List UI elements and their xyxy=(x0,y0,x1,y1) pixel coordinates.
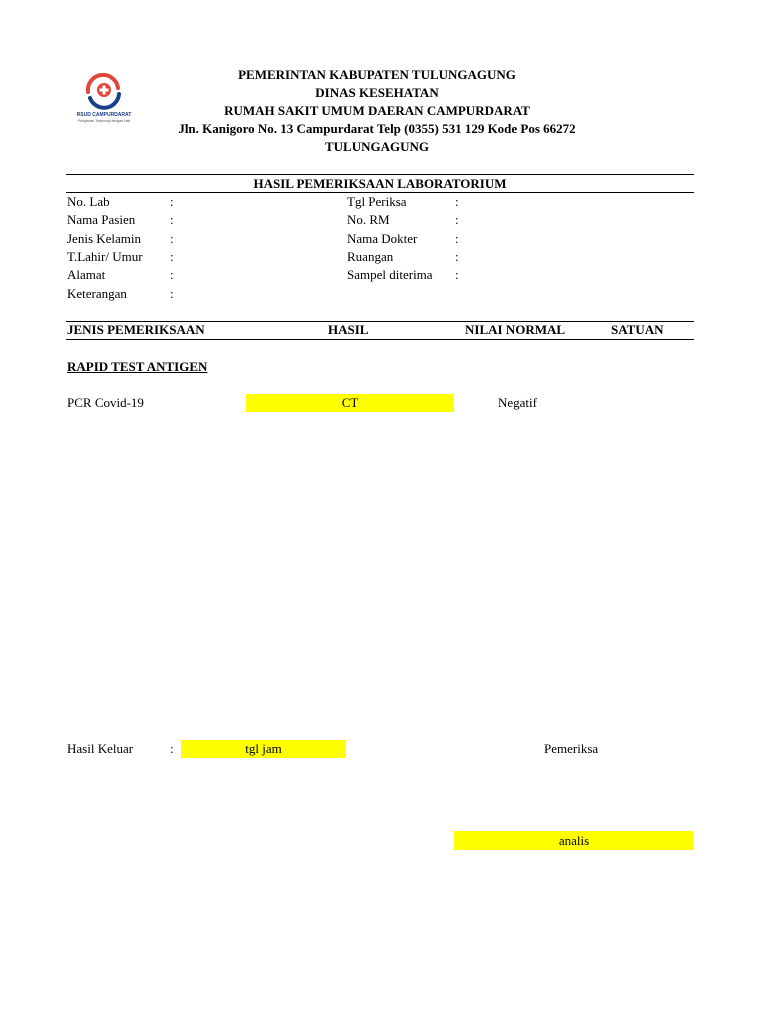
field-sep: : xyxy=(455,267,459,282)
field-sep: : xyxy=(170,212,174,227)
field-label-nama-pasien: Nama Pasien xyxy=(67,212,136,227)
logo-name: RSUD CAMPURDARAT xyxy=(76,112,132,118)
col-header-satuan: SATUAN xyxy=(611,322,664,337)
field-sep: : xyxy=(455,194,459,209)
field-label-no-lab: No. Lab xyxy=(67,194,110,209)
analis-signature: analis xyxy=(454,831,694,850)
header-address: Jln. Kanigoro No. 13 Campurdarat Telp (0355) 531 129 Kode Pos 66272 xyxy=(178,121,576,136)
field-label-jenis-kelamin: Jenis Kelamin xyxy=(67,231,142,246)
header-department: DINAS KESEHATAN xyxy=(315,85,439,100)
field-label-no-rm: No. RM xyxy=(347,212,390,227)
divider-title-bottom xyxy=(66,192,694,193)
field-label-nama-dokter: Nama Dokter xyxy=(347,231,418,246)
field-sep: : xyxy=(455,231,459,246)
col-header-nilai-normal: NILAI NORMAL xyxy=(465,322,566,337)
header-city: TULUNGAGUNG xyxy=(324,139,429,154)
field-sep: : xyxy=(170,249,174,264)
header-hospital: RUMAH SAKIT UMUM DAERAN CAMPURDARAT xyxy=(224,103,530,118)
section-title: RAPID TEST ANTIGEN xyxy=(67,359,208,374)
field-label-keterangan: Keterangan xyxy=(67,286,127,301)
hasil-keluar-value: tgl jam xyxy=(181,740,346,758)
test-name: PCR Covid-19 xyxy=(67,395,144,410)
field-sep: : xyxy=(455,249,459,264)
pemeriksa-label: Pemeriksa xyxy=(544,741,599,756)
field-sep: : xyxy=(170,286,174,301)
logo-tagline: Pelayanan Terpercaji dengan Hati xyxy=(77,119,131,123)
field-label-tgl-periksa: Tgl Periksa xyxy=(347,194,407,209)
field-label-tanggal-lahir: T.Lahir/ Umur xyxy=(67,249,143,264)
divider-table-header-bottom xyxy=(66,339,694,340)
field-sep: : xyxy=(170,194,174,209)
field-label-sampel-diterima: Sampel diterima xyxy=(347,267,433,282)
test-result: CT xyxy=(246,394,454,412)
field-sep: : xyxy=(170,267,174,282)
field-sep: : xyxy=(455,212,459,227)
hasil-keluar-label: Hasil Keluar xyxy=(67,741,134,756)
test-normal-value: Negatif xyxy=(498,395,537,410)
field-sep: : xyxy=(170,231,174,246)
field-label-alamat: Alamat xyxy=(67,267,106,282)
report-title: HASIL PEMERIKSAAN LABORATORIUM xyxy=(253,176,507,191)
divider-top xyxy=(66,174,694,175)
col-header-jenis: JENIS PEMERIKSAAN xyxy=(67,322,205,337)
col-header-hasil: HASIL xyxy=(328,322,369,337)
hasil-keluar-sep: : xyxy=(170,741,174,756)
header-government: PEMERINTAN KABUPATEN TULUNGAGUNG xyxy=(238,67,516,82)
field-label-ruangan: Ruangan xyxy=(347,249,394,264)
